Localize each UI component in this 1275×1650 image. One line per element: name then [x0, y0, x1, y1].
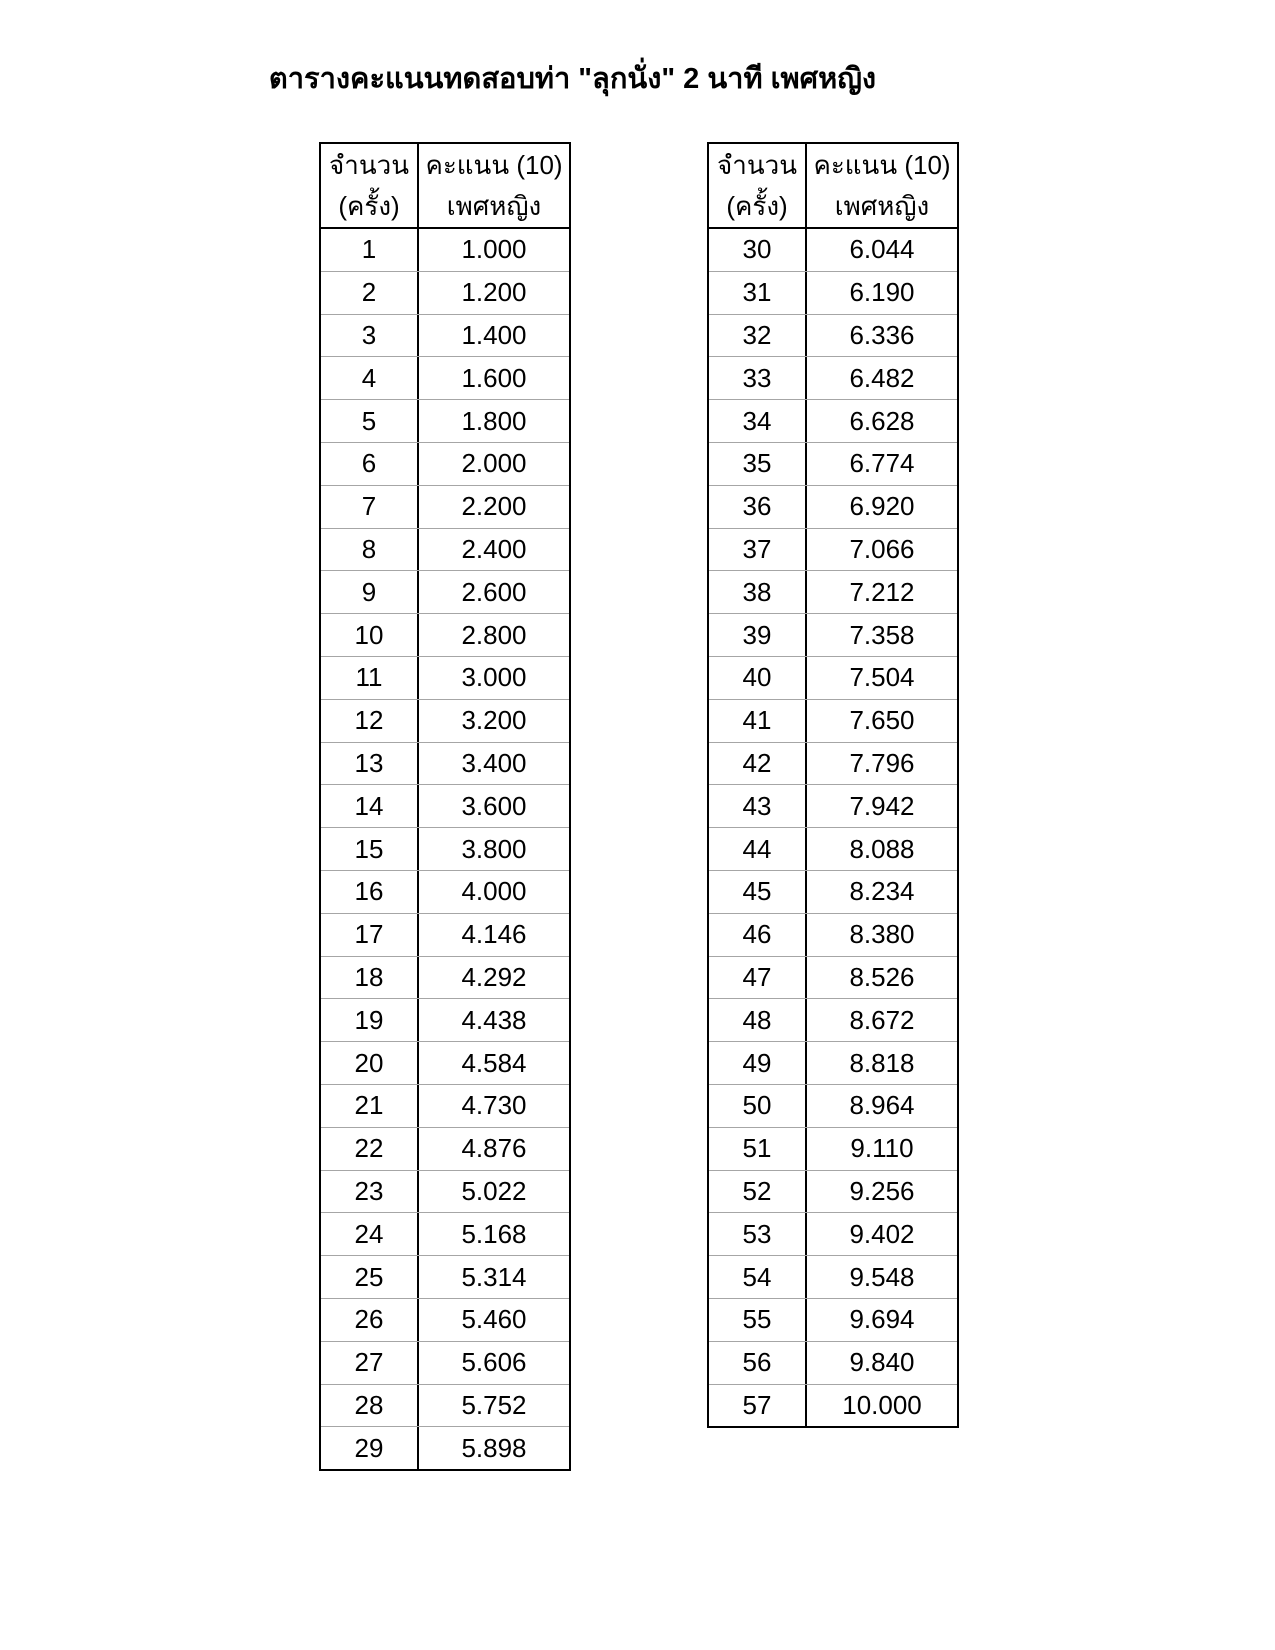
score-cell: 10.000 [842, 1389, 922, 1420]
table-row [709, 229, 957, 272]
page-title: ตารางคะแนนทดสอบท่า "ลุกนั่ง" 2 นาที เพศหญิง [268, 63, 877, 95]
count-cell: 52 [709, 1171, 807, 1213]
score-cell: 2.800 [461, 619, 527, 650]
table-row [321, 1085, 569, 1128]
score-cell: 6.774 [849, 448, 915, 479]
table-row [321, 957, 569, 1000]
col-header-count [321, 144, 419, 227]
table-row [321, 1385, 569, 1428]
score-cell: 8.234 [849, 876, 915, 907]
count-cell: 16 [321, 871, 419, 913]
count-cell: 38 [709, 571, 807, 613]
score-cell: 7.358 [849, 619, 915, 650]
table-row [321, 871, 569, 914]
count-cell: 9 [321, 571, 419, 613]
count-cell: 22 [321, 1128, 419, 1170]
table-row [321, 1171, 569, 1214]
table-row [709, 999, 957, 1042]
table-row [709, 443, 957, 486]
col-header-score-line1: คะแนน (10) [425, 149, 563, 180]
count-cell: 10 [321, 614, 419, 656]
count-cell: 43 [709, 785, 807, 827]
count-cell: 46 [709, 914, 807, 956]
count-cell: 32 [709, 315, 807, 357]
count-cell: 2 [321, 272, 419, 314]
count-cell: 34 [709, 400, 807, 442]
table-row [321, 743, 569, 786]
table-row [321, 1213, 569, 1256]
count-cell: 49 [709, 1042, 807, 1084]
score-cell: 4.146 [461, 919, 527, 950]
score-cell: 2.400 [461, 533, 527, 564]
score-cell: 7.796 [849, 747, 915, 778]
score-cell: 9.694 [849, 1304, 915, 1335]
score-cell: 8.818 [849, 1047, 915, 1078]
count-cell: 48 [709, 999, 807, 1041]
score-table-right [707, 142, 959, 1428]
col-header-score-line2: เพศหญิง [446, 190, 542, 221]
table-row [709, 400, 957, 443]
table-row [321, 1256, 569, 1299]
table-row [709, 1256, 957, 1299]
table-row [709, 1299, 957, 1342]
count-cell: 57 [709, 1385, 807, 1427]
count-cell: 42 [709, 743, 807, 785]
score-cell: 5.898 [461, 1432, 527, 1463]
score-cell: 5.606 [461, 1347, 527, 1378]
count-cell: 18 [321, 957, 419, 999]
table-row [709, 357, 957, 400]
table-row [321, 614, 569, 657]
col-header-score [807, 144, 957, 227]
count-cell: 55 [709, 1299, 807, 1341]
count-cell: 3 [321, 315, 419, 357]
score-cell: 8.380 [849, 919, 915, 950]
table-row [709, 1342, 957, 1385]
count-cell: 45 [709, 871, 807, 913]
table-body [321, 229, 569, 1469]
count-cell: 28 [321, 1385, 419, 1427]
table-row [709, 828, 957, 871]
table-row [321, 1299, 569, 1342]
table-row [709, 315, 957, 358]
col-header-count-line2: (ครั้ง) [338, 190, 400, 221]
score-cell: 6.190 [849, 277, 915, 308]
score-cell: 9.840 [849, 1347, 915, 1378]
score-cell: 4.292 [461, 961, 527, 992]
count-cell: 47 [709, 957, 807, 999]
score-cell: 1.000 [461, 234, 527, 265]
score-cell: 1.400 [461, 319, 527, 350]
table-row [321, 486, 569, 529]
count-cell: 1 [321, 229, 419, 271]
count-cell: 29 [321, 1427, 419, 1469]
count-cell: 56 [709, 1342, 807, 1384]
table-row [709, 914, 957, 957]
score-cell: 7.650 [849, 705, 915, 736]
score-cell: 9.548 [849, 1261, 915, 1292]
table-row [321, 357, 569, 400]
table-row [709, 1085, 957, 1128]
count-cell: 41 [709, 700, 807, 742]
col-header-score-line2: เพศหญิง [834, 190, 930, 221]
col-header-count-line1: จำนวน [717, 149, 797, 180]
count-cell: 4 [321, 357, 419, 399]
score-cell: 3.800 [461, 833, 527, 864]
score-cell: 3.000 [461, 662, 527, 693]
table-row [709, 1385, 957, 1427]
count-cell: 25 [321, 1256, 419, 1298]
score-cell: 5.168 [461, 1218, 527, 1249]
score-cell: 7.504 [849, 662, 915, 693]
count-cell: 21 [321, 1085, 419, 1127]
count-cell: 33 [709, 357, 807, 399]
table-row [321, 1427, 569, 1469]
table-row [709, 571, 957, 614]
score-cell: 6.044 [849, 234, 915, 265]
count-cell: 13 [321, 743, 419, 785]
table-row [709, 657, 957, 700]
count-cell: 6 [321, 443, 419, 485]
count-cell: 26 [321, 1299, 419, 1341]
score-cell: 1.600 [461, 362, 527, 393]
score-cell: 4.876 [461, 1133, 527, 1164]
table-row [321, 529, 569, 572]
score-cell: 9.402 [849, 1218, 915, 1249]
count-cell: 37 [709, 529, 807, 571]
table-body [709, 229, 957, 1426]
table-row [321, 315, 569, 358]
score-cell: 6.336 [849, 319, 915, 350]
count-cell: 11 [321, 657, 419, 699]
count-cell: 44 [709, 828, 807, 870]
count-cell: 23 [321, 1171, 419, 1213]
count-cell: 15 [321, 828, 419, 870]
score-cell: 3.400 [461, 747, 527, 778]
count-cell: 54 [709, 1256, 807, 1298]
count-cell: 19 [321, 999, 419, 1041]
score-cell: 1.800 [461, 405, 527, 436]
table-row [709, 1128, 957, 1171]
count-cell: 40 [709, 657, 807, 699]
score-cell: 5.460 [461, 1304, 527, 1335]
score-cell: 8.526 [849, 961, 915, 992]
table-row [709, 529, 957, 572]
score-cell: 8.672 [849, 1004, 915, 1035]
table-row [321, 657, 569, 700]
count-cell: 50 [709, 1085, 807, 1127]
col-header-count-line2: (ครั้ง) [726, 190, 788, 221]
score-cell: 4.438 [461, 1004, 527, 1035]
score-cell: 2.000 [461, 448, 527, 479]
count-cell: 24 [321, 1213, 419, 1255]
score-cell: 6.482 [849, 362, 915, 393]
table-row [321, 443, 569, 486]
count-cell: 8 [321, 529, 419, 571]
count-cell: 53 [709, 1213, 807, 1255]
table-row [709, 1042, 957, 1085]
score-cell: 5.022 [461, 1175, 527, 1206]
score-cell: 1.200 [461, 277, 527, 308]
count-cell: 36 [709, 486, 807, 528]
count-cell: 5 [321, 400, 419, 442]
score-cell: 2.600 [461, 576, 527, 607]
score-cell: 7.942 [849, 790, 915, 821]
score-cell: 6.628 [849, 405, 915, 436]
count-cell: 39 [709, 614, 807, 656]
count-cell: 17 [321, 914, 419, 956]
col-header-count [709, 144, 807, 227]
count-cell: 30 [709, 229, 807, 271]
count-cell: 31 [709, 272, 807, 314]
table-row [709, 700, 957, 743]
table-row [321, 1342, 569, 1385]
score-cell: 7.212 [849, 576, 915, 607]
table-row [709, 785, 957, 828]
count-cell: 27 [321, 1342, 419, 1384]
table-row [709, 743, 957, 786]
score-table-left [319, 142, 571, 1471]
table-header [321, 144, 569, 229]
count-cell: 14 [321, 785, 419, 827]
score-cell: 2.200 [461, 491, 527, 522]
count-cell: 7 [321, 486, 419, 528]
count-cell: 12 [321, 700, 419, 742]
table-row [321, 272, 569, 315]
score-cell: 6.920 [849, 491, 915, 522]
score-cell: 7.066 [849, 533, 915, 564]
count-cell: 20 [321, 1042, 419, 1084]
table-row [321, 999, 569, 1042]
score-cell: 5.314 [461, 1261, 527, 1292]
table-row [321, 914, 569, 957]
score-cell: 5.752 [461, 1389, 527, 1420]
table-row [321, 571, 569, 614]
count-cell: 51 [709, 1128, 807, 1170]
col-header-count-line1: จำนวน [329, 149, 409, 180]
table-row [709, 272, 957, 315]
table-header [709, 144, 957, 229]
score-cell: 4.584 [461, 1047, 527, 1078]
score-cell: 8.964 [849, 1090, 915, 1121]
score-cell: 4.730 [461, 1090, 527, 1121]
table-row [321, 828, 569, 871]
table-row [321, 785, 569, 828]
col-header-score-line1: คะแนน (10) [813, 149, 951, 180]
score-cell: 8.088 [849, 833, 915, 864]
score-cell: 3.200 [461, 705, 527, 736]
col-header-score [419, 144, 569, 227]
count-cell: 35 [709, 443, 807, 485]
table-row [321, 400, 569, 443]
table-row [709, 614, 957, 657]
score-cell: 3.600 [461, 790, 527, 821]
table-row [321, 700, 569, 743]
score-cell: 4.000 [461, 876, 527, 907]
table-row [709, 957, 957, 1000]
score-cell: 9.110 [850, 1133, 914, 1164]
table-row [709, 486, 957, 529]
table-row [709, 1213, 957, 1256]
score-cell: 9.256 [849, 1175, 915, 1206]
table-row [321, 229, 569, 272]
table-row [321, 1128, 569, 1171]
table-row [709, 871, 957, 914]
table-row [321, 1042, 569, 1085]
table-row [709, 1171, 957, 1214]
